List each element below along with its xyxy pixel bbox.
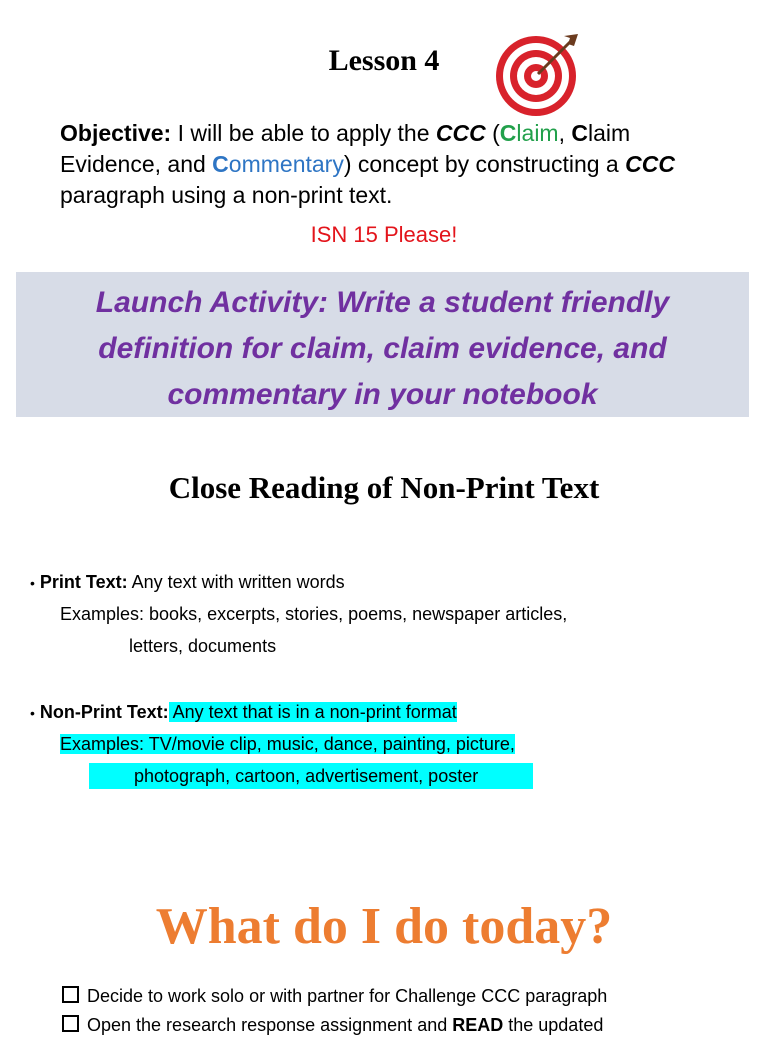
nonprint-text-line (30, 699, 457, 726)
paren-open: ( (485, 120, 500, 146)
commentary-c: C (212, 151, 229, 177)
nonprint-text-label: Non-Print Text: (39, 702, 169, 722)
nonprint-text-def: Any text that is in a non-print format (168, 702, 457, 722)
comma: , (558, 120, 572, 146)
print-examples-2: letters, documents (129, 636, 277, 656)
print-examples-1: Examples: books, excerpts, stories, poems, newspaper articles, (60, 604, 568, 624)
launch-line-2: definition for claim, claim evidence, and (98, 332, 667, 365)
claim-c: C (499, 120, 517, 146)
todo-item-1-text: Decide to work solo or with partner for Challenge CCC paragraph (87, 986, 608, 1006)
today-title: What do I do today? (155, 898, 613, 955)
nonprint-examples-2: photograph, cartoon, advertisement, poster (89, 763, 533, 789)
todo-item-2-bold: READ (452, 1015, 504, 1035)
close-reading-title: Close Reading of Non-Print Text (168, 470, 600, 505)
launch-line-1: Launch Activity: Write a student friendly (95, 286, 670, 319)
target-icon (494, 30, 584, 118)
objective-label: Objective: (60, 120, 172, 146)
nonprint-examples-1 (60, 731, 515, 757)
launch-line-3: commentary in your notebook (167, 378, 598, 411)
todo-item-2-pre: Open the research response assignment and (87, 1015, 453, 1035)
todo-item-1 (62, 983, 607, 1009)
bullet-icon: • (30, 575, 35, 591)
isn-note: ISN 15 Please! (310, 222, 458, 247)
lesson-title: Lesson 4 (328, 44, 440, 77)
claim-evidence-rest: laim Evidence, and (60, 120, 631, 177)
ccc-term-2: CCC (625, 151, 675, 177)
claim-evidence-c: C (571, 120, 588, 146)
print-text-line (30, 569, 345, 596)
commentary-rest: ommentary (228, 151, 344, 177)
nonprint-examples-1-text: Examples: TV/movie clip, music, dance, painting, picture, (60, 734, 515, 754)
claim-rest: laim (516, 120, 559, 146)
ccc-term: CCC (435, 120, 486, 146)
objective-post: ) concept by constructing a (343, 151, 626, 177)
objective-end: paragraph using a non-print text. (60, 182, 393, 208)
todo-item-2 (62, 1012, 603, 1038)
bullet-icon: • (30, 705, 35, 721)
objective-text (60, 118, 720, 211)
todo-item-2-post: the updated (503, 1015, 604, 1035)
launch-activity-text (16, 280, 749, 418)
objective-pre: I will be able to apply the (171, 120, 436, 146)
checkbox-icon (62, 986, 79, 1003)
print-text-label: Print Text: (39, 572, 128, 592)
print-text-def: Any text with written words (127, 572, 345, 592)
